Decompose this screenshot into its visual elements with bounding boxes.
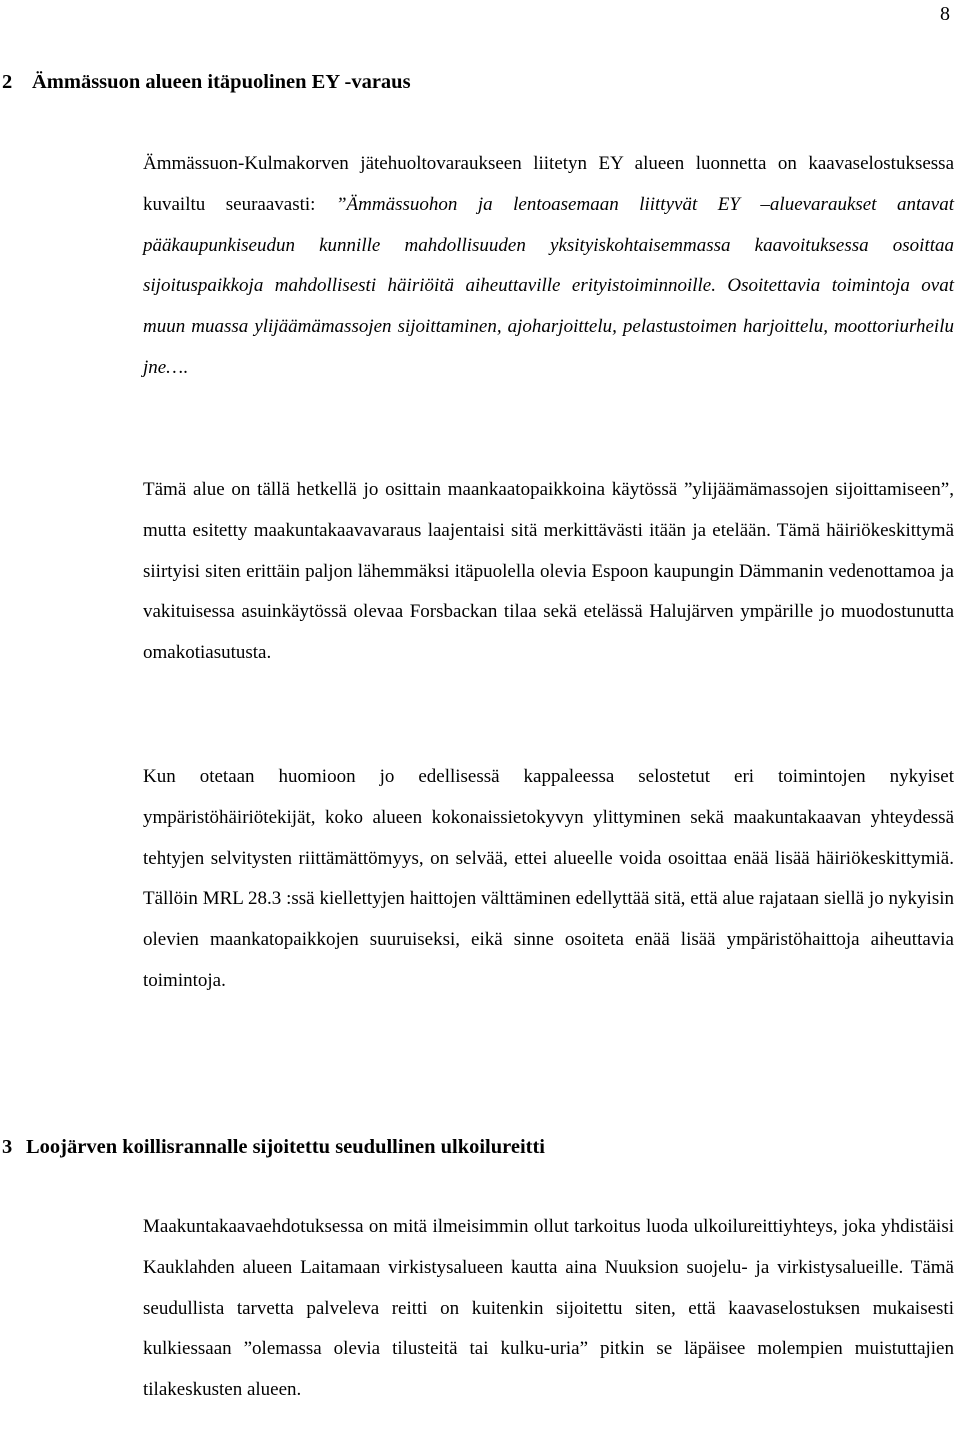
section-2-title: Ämmässuon alueen itäpuolinen EY -varaus <box>32 71 411 93</box>
paragraph-1-end: . <box>183 356 188 378</box>
section-2-paragraph-3: Kun otetaan huomioon jo edellisessä kappaleessa selostetut eri toimintojen nykyiset ympäristöhäiriötekijät, koko alueen kokonaissietokyvyn ylittyminen sekä maakuntakaavan yhteydessä tehtyjen selvitysten riittämättömyys, on selvää, ettei alueelle voida osoittaa enää lisää häiriökeskittymiä. Tällöin MRL 28.3 :ssä kiellettyjen haittojen välttäminen edellyttää sitä, että alue rajataan siellä jo nykyisin olevien maankatopaikkojen suuruiseksi, eikä sinne osoiteta enää lisää ympäristöhaittoja aiheuttavia toimintoja. <box>143 766 954 991</box>
section-2-number: 2 <box>2 71 13 93</box>
paragraph-1-intro: Ämmässuon-Kulmakorven jätehuoltovaraukseen liitetyn EY alueen luonnetta on kaavaselostuksessa kuvailtu seuraavasti: <box>143 153 954 215</box>
paragraph-1-quote: ”Ämmässuohon ja lentoasemaan liittyvät EY –aluevaraukset antavat pääkaupunkiseudun kunnille mahdollisuuden yksityiskohtaisemmassa kaavoituksessa osoittaa sijoituspaikkoja mahdollisesti häiriöitä aiheuttaville erityistoiminnoille. Osoitettavia toimintoja ovat muun muassa ylijäämämassojen sijoittaminen, ajoharjoittelu, pelastustoimen harjoittelu, moottoriurheilu jne… <box>143 193 954 378</box>
section-3-paragraph-1: Maakuntakaavaehdotuksessa on mitä ilmeisimmin ollut tarkoitus luoda ulkoilureittiyhteys, joka yhdistäisi Kauklahden alueen Laitamaan virkistysalueen kautta aina Nuuksion suojelu- ja virkistysalueille. Tämä seudullista tarvetta palveleva reitti on kuitenkin sijoitettu siten, että kaavaselostuksen mukaisesti kulkiessaan ”olemassa olevia tilusteitä tai kulku-uria” pitkin se läpäisee molempien muistuttajien tilakeskusten alueen. <box>143 1216 954 1401</box>
section-2-paragraph-2: Tämä alue on tällä hetkellä jo osittain maankaatopaikkoina käytössä ”ylijäämämassojen sijoittamiseen”, mutta esitetty maakuntakaavavaraus laajentaisi sitä merkittävästi itään ja etelään. Tämä häiriökeskittymä siirtyisi siten erittäin paljon lähemmäksi itäpuolella olevia Espoon kaupungin Dämmanin vedenottamoa ja vakituisessa asuinkäytössä olevaa Forsbackan tilaa sekä etelässä Halujärven ympärille jo muodostunutta omakotiasutusta. <box>143 479 954 664</box>
page-number: 8 <box>940 3 950 25</box>
section-2-heading <box>2 69 411 95</box>
section-2-paragraph-1 <box>143 144 954 389</box>
section-3-number: 3 <box>2 1136 13 1158</box>
section-3-title: Loojärven koillisrannalle sijoitettu seudullinen ulkoilureitti <box>26 1136 546 1158</box>
section-3-heading <box>2 1134 545 1160</box>
